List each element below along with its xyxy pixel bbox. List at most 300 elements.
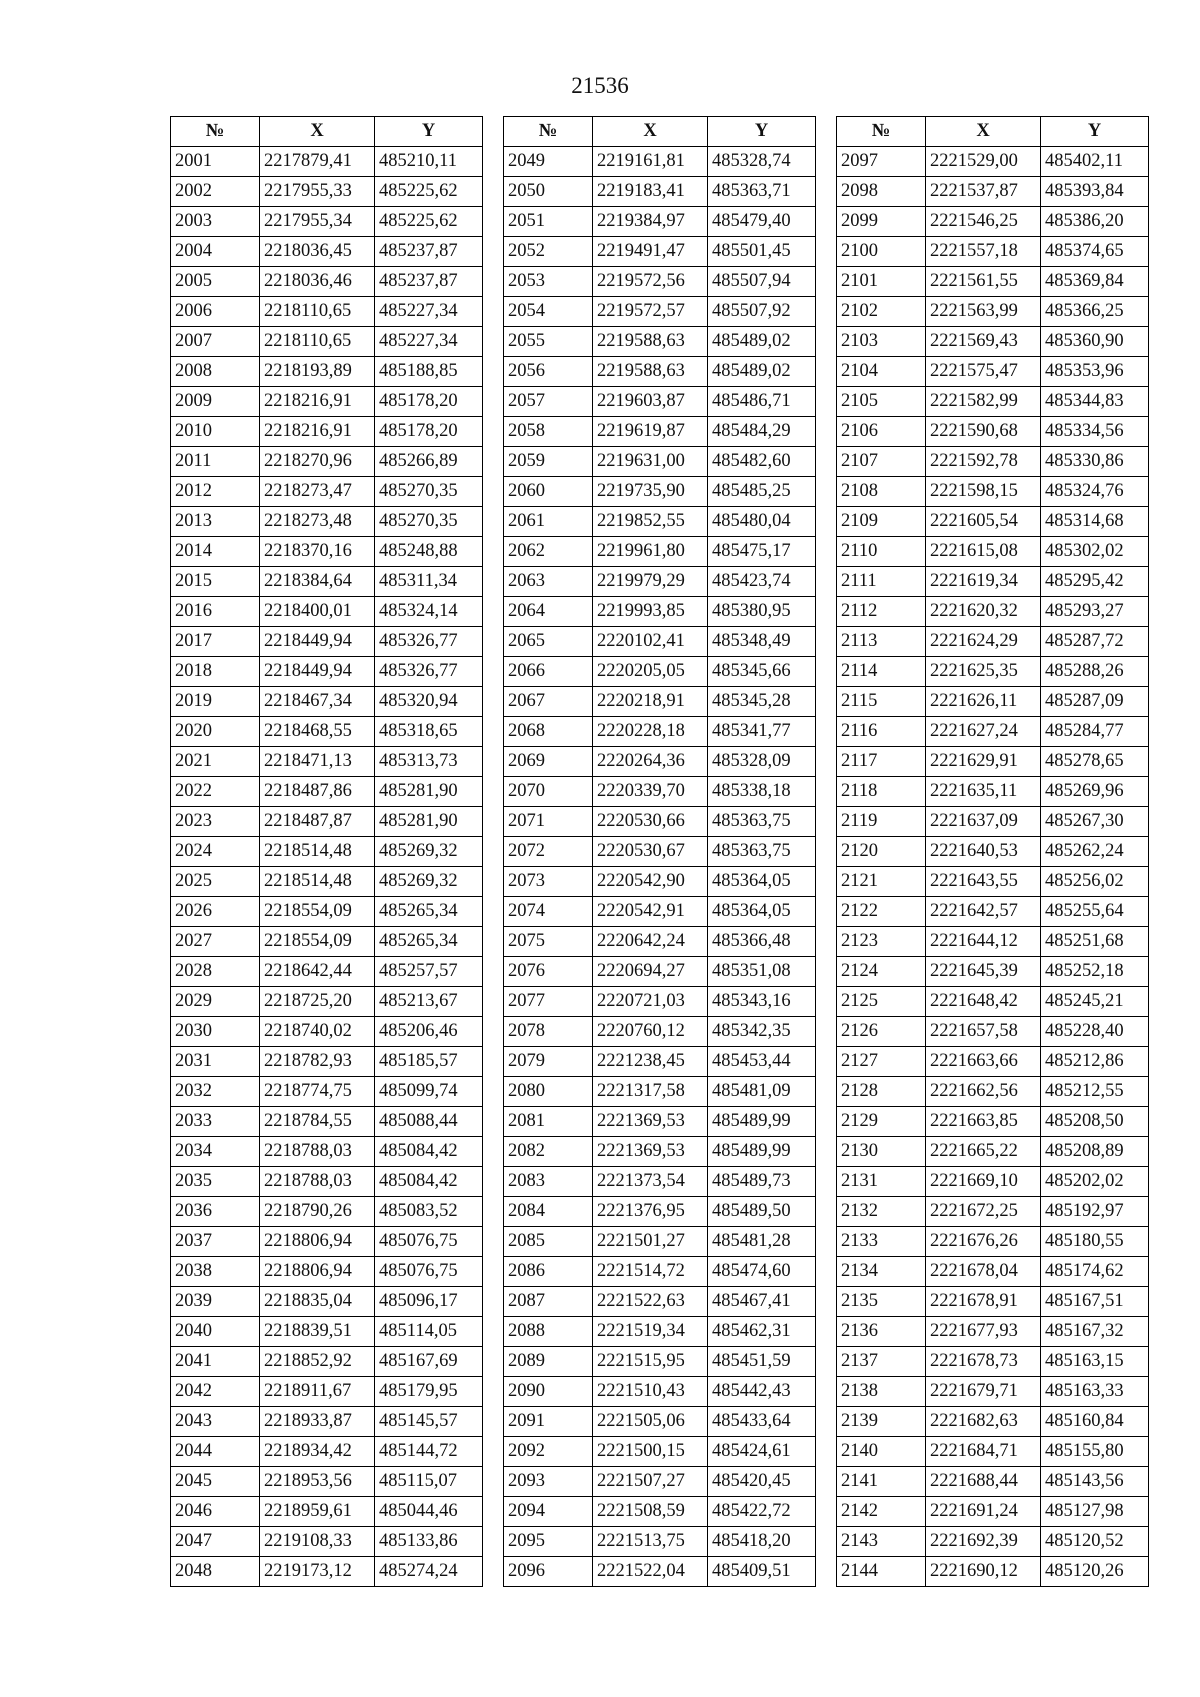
x-coordinate-cell: 2218911,67 <box>260 1377 375 1407</box>
point-number-cell: 2081 <box>504 1107 593 1137</box>
table-row <box>837 1347 1149 1377</box>
table-row <box>171 1017 483 1047</box>
table-row <box>171 1197 483 1227</box>
point-number-cell: 2056 <box>504 357 593 387</box>
x-coordinate-cell: 2221672,25 <box>926 1197 1041 1227</box>
y-coordinate-cell: 485270,35 <box>375 477 483 507</box>
x-coordinate-cell: 2221501,27 <box>593 1227 708 1257</box>
y-coordinate-cell: 485314,68 <box>1041 507 1149 537</box>
point-number-cell: 2129 <box>837 1107 926 1137</box>
y-coordinate-cell: 485344,83 <box>1041 387 1149 417</box>
x-coordinate-cell: 2218806,94 <box>260 1257 375 1287</box>
x-coordinate-cell: 2221575,47 <box>926 357 1041 387</box>
point-number-cell: 2061 <box>504 507 593 537</box>
y-coordinate-cell: 485474,60 <box>708 1257 816 1287</box>
y-coordinate-cell: 485163,15 <box>1041 1347 1149 1377</box>
table-row <box>504 1167 816 1197</box>
point-number-cell: 2103 <box>837 327 926 357</box>
table-row <box>837 477 1149 507</box>
y-coordinate-cell: 485324,14 <box>375 597 483 627</box>
table-row <box>504 1317 816 1347</box>
y-coordinate-cell: 485489,73 <box>708 1167 816 1197</box>
table-row <box>504 1257 816 1287</box>
table-row <box>504 1407 816 1437</box>
point-number-cell: 2020 <box>171 717 260 747</box>
table-row <box>171 1467 483 1497</box>
point-number-cell: 2105 <box>837 387 926 417</box>
table-row <box>171 927 483 957</box>
x-coordinate-cell: 2219572,56 <box>593 267 708 297</box>
point-number-cell: 2076 <box>504 957 593 987</box>
point-number-cell: 2137 <box>837 1347 926 1377</box>
y-coordinate-cell: 485179,95 <box>375 1377 483 1407</box>
table-row <box>504 1557 816 1587</box>
x-coordinate-cell: 2218471,13 <box>260 747 375 777</box>
header-number: № <box>171 117 260 147</box>
x-coordinate-cell: 2218959,61 <box>260 1497 375 1527</box>
x-coordinate-cell: 2218784,55 <box>260 1107 375 1137</box>
table-row <box>171 747 483 777</box>
x-coordinate-cell: 2219993,85 <box>593 597 708 627</box>
point-number-cell: 2046 <box>171 1497 260 1527</box>
point-number-cell: 2006 <box>171 297 260 327</box>
x-coordinate-cell: 2220530,67 <box>593 837 708 867</box>
x-coordinate-cell: 2218514,48 <box>260 867 375 897</box>
y-coordinate-cell: 485206,46 <box>375 1017 483 1047</box>
point-number-cell: 2059 <box>504 447 593 477</box>
table-row <box>837 657 1149 687</box>
table-row <box>504 657 816 687</box>
y-coordinate-cell: 485188,85 <box>375 357 483 387</box>
x-coordinate-cell: 2219491,47 <box>593 237 708 267</box>
point-number-cell: 2124 <box>837 957 926 987</box>
coordinate-tables <box>170 116 1140 1580</box>
point-number-cell: 2055 <box>504 327 593 357</box>
x-coordinate-cell: 2221629,91 <box>926 747 1041 777</box>
table-row <box>504 237 816 267</box>
y-coordinate-cell: 485484,29 <box>708 417 816 447</box>
table-row <box>171 1527 483 1557</box>
y-coordinate-cell: 485167,32 <box>1041 1317 1149 1347</box>
x-coordinate-cell: 2221510,43 <box>593 1377 708 1407</box>
x-coordinate-cell: 2221317,58 <box>593 1077 708 1107</box>
y-coordinate-cell: 485270,35 <box>375 507 483 537</box>
table-row <box>837 1167 1149 1197</box>
y-coordinate-cell: 485288,26 <box>1041 657 1149 687</box>
x-coordinate-cell: 2221637,09 <box>926 807 1041 837</box>
point-number-cell: 2096 <box>504 1557 593 1587</box>
point-number-cell: 2012 <box>171 477 260 507</box>
table-row <box>504 1107 816 1137</box>
point-number-cell: 2014 <box>171 537 260 567</box>
y-coordinate-cell: 485324,76 <box>1041 477 1149 507</box>
point-number-cell: 2133 <box>837 1227 926 1257</box>
x-coordinate-cell: 2218790,26 <box>260 1197 375 1227</box>
table-row <box>171 987 483 1017</box>
y-coordinate-cell: 485393,84 <box>1041 177 1149 207</box>
x-coordinate-cell: 2219183,41 <box>593 177 708 207</box>
y-coordinate-cell: 485501,45 <box>708 237 816 267</box>
point-number-cell: 2025 <box>171 867 260 897</box>
x-coordinate-cell: 2218216,91 <box>260 417 375 447</box>
x-coordinate-cell: 2221642,57 <box>926 897 1041 927</box>
y-coordinate-cell: 485330,86 <box>1041 447 1149 477</box>
point-number-cell: 2099 <box>837 207 926 237</box>
header-y: Y <box>375 117 483 147</box>
y-coordinate-cell: 485155,80 <box>1041 1437 1149 1467</box>
y-coordinate-cell: 485409,51 <box>708 1557 816 1587</box>
x-coordinate-cell: 2218852,92 <box>260 1347 375 1377</box>
point-number-cell: 2114 <box>837 657 926 687</box>
x-coordinate-cell: 2218468,55 <box>260 717 375 747</box>
point-number-cell: 2135 <box>837 1287 926 1317</box>
point-number-cell: 2138 <box>837 1377 926 1407</box>
table-row <box>837 957 1149 987</box>
point-number-cell: 2104 <box>837 357 926 387</box>
point-number-cell: 2073 <box>504 867 593 897</box>
point-number-cell: 2028 <box>171 957 260 987</box>
x-coordinate-cell: 2221500,15 <box>593 1437 708 1467</box>
x-coordinate-cell: 2221619,34 <box>926 567 1041 597</box>
point-number-cell: 2007 <box>171 327 260 357</box>
x-coordinate-cell: 2221537,87 <box>926 177 1041 207</box>
table-row <box>171 777 483 807</box>
table-row <box>837 1077 1149 1107</box>
y-coordinate-cell: 485420,45 <box>708 1467 816 1497</box>
x-coordinate-cell: 2218467,34 <box>260 687 375 717</box>
x-coordinate-cell: 2218642,44 <box>260 957 375 987</box>
point-number-cell: 2115 <box>837 687 926 717</box>
x-coordinate-cell: 2218193,89 <box>260 357 375 387</box>
point-number-cell: 2126 <box>837 1017 926 1047</box>
table-row <box>171 1227 483 1257</box>
y-coordinate-cell: 485284,77 <box>1041 717 1149 747</box>
point-number-cell: 2082 <box>504 1137 593 1167</box>
table-row <box>837 747 1149 777</box>
table-row <box>171 537 483 567</box>
point-number-cell: 2048 <box>171 1557 260 1587</box>
point-number-cell: 2111 <box>837 567 926 597</box>
table-row <box>837 927 1149 957</box>
x-coordinate-cell: 2218725,20 <box>260 987 375 1017</box>
table-row <box>504 1077 816 1107</box>
y-coordinate-cell: 485255,64 <box>1041 897 1149 927</box>
x-coordinate-cell: 2218270,96 <box>260 447 375 477</box>
point-number-cell: 2112 <box>837 597 926 627</box>
table-row <box>504 507 816 537</box>
table-row <box>171 1407 483 1437</box>
point-number-cell: 2095 <box>504 1527 593 1557</box>
table-row <box>171 897 483 927</box>
header-y: Y <box>1041 117 1149 147</box>
point-number-cell: 2127 <box>837 1047 926 1077</box>
x-coordinate-cell: 2221678,73 <box>926 1347 1041 1377</box>
y-coordinate-cell: 485451,59 <box>708 1347 816 1377</box>
table-row <box>504 687 816 717</box>
y-coordinate-cell: 485252,18 <box>1041 957 1149 987</box>
table-row <box>504 717 816 747</box>
table-row <box>504 927 816 957</box>
point-number-cell: 2015 <box>171 567 260 597</box>
point-number-cell: 2019 <box>171 687 260 717</box>
table-row <box>504 627 816 657</box>
table-row <box>171 627 483 657</box>
y-coordinate-cell: 485363,75 <box>708 837 816 867</box>
table-row <box>171 837 483 867</box>
y-coordinate-cell: 485212,86 <box>1041 1047 1149 1077</box>
table-row <box>504 447 816 477</box>
x-coordinate-cell: 2221369,53 <box>593 1107 708 1137</box>
y-coordinate-cell: 485364,05 <box>708 867 816 897</box>
y-coordinate-cell: 485083,52 <box>375 1197 483 1227</box>
y-coordinate-cell: 485481,28 <box>708 1227 816 1257</box>
x-coordinate-cell: 2218782,93 <box>260 1047 375 1077</box>
table-row <box>504 1287 816 1317</box>
point-number-cell: 2142 <box>837 1497 926 1527</box>
table-row <box>504 477 816 507</box>
x-coordinate-cell: 2218110,65 <box>260 327 375 357</box>
table-row <box>171 1107 483 1137</box>
table-row <box>171 1377 483 1407</box>
x-coordinate-cell: 2220542,91 <box>593 897 708 927</box>
table-row <box>171 507 483 537</box>
x-coordinate-cell: 2219619,87 <box>593 417 708 447</box>
x-coordinate-cell: 2219735,90 <box>593 477 708 507</box>
table-row <box>837 1017 1149 1047</box>
y-coordinate-cell: 485178,20 <box>375 417 483 447</box>
y-coordinate-cell: 485481,09 <box>708 1077 816 1107</box>
x-coordinate-cell: 2221635,11 <box>926 777 1041 807</box>
point-number-cell: 2074 <box>504 897 593 927</box>
table-row <box>171 687 483 717</box>
y-coordinate-cell: 485210,11 <box>375 147 483 177</box>
y-coordinate-cell: 485076,75 <box>375 1227 483 1257</box>
x-coordinate-cell: 2218110,65 <box>260 297 375 327</box>
y-coordinate-cell: 485248,88 <box>375 537 483 567</box>
table-row <box>837 1227 1149 1257</box>
table-header-row <box>837 117 1149 147</box>
x-coordinate-cell: 2217879,41 <box>260 147 375 177</box>
x-coordinate-cell: 2221688,44 <box>926 1467 1041 1497</box>
y-coordinate-cell: 485386,20 <box>1041 207 1149 237</box>
table-row <box>504 837 816 867</box>
x-coordinate-cell: 2221508,59 <box>593 1497 708 1527</box>
x-coordinate-cell: 2220760,12 <box>593 1017 708 1047</box>
y-coordinate-cell: 485084,42 <box>375 1167 483 1197</box>
y-coordinate-cell: 485099,74 <box>375 1077 483 1107</box>
point-number-cell: 2031 <box>171 1047 260 1077</box>
x-coordinate-cell: 2221679,71 <box>926 1377 1041 1407</box>
x-coordinate-cell: 2218273,47 <box>260 477 375 507</box>
y-coordinate-cell: 485088,44 <box>375 1107 483 1137</box>
table-row <box>837 597 1149 627</box>
table-row <box>837 1047 1149 1077</box>
table-row <box>171 267 483 297</box>
x-coordinate-cell: 2221563,99 <box>926 297 1041 327</box>
y-coordinate-cell: 485180,55 <box>1041 1227 1149 1257</box>
table-row <box>504 1377 816 1407</box>
point-number-cell: 2119 <box>837 807 926 837</box>
point-number-cell: 2039 <box>171 1287 260 1317</box>
point-number-cell: 2088 <box>504 1317 593 1347</box>
point-number-cell: 2134 <box>837 1257 926 1287</box>
point-number-cell: 2107 <box>837 447 926 477</box>
x-coordinate-cell: 2219588,63 <box>593 357 708 387</box>
y-coordinate-cell: 485163,33 <box>1041 1377 1149 1407</box>
point-number-cell: 2094 <box>504 1497 593 1527</box>
y-coordinate-cell: 485144,72 <box>375 1437 483 1467</box>
y-coordinate-cell: 485212,55 <box>1041 1077 1149 1107</box>
table-row <box>837 717 1149 747</box>
x-coordinate-cell: 2221238,45 <box>593 1047 708 1077</box>
point-number-cell: 2008 <box>171 357 260 387</box>
coordinate-table-2 <box>503 116 816 1587</box>
y-coordinate-cell: 485489,02 <box>708 357 816 387</box>
y-coordinate-cell: 485227,34 <box>375 327 483 357</box>
table-row <box>171 1287 483 1317</box>
table-row <box>837 417 1149 447</box>
point-number-cell: 2077 <box>504 987 593 1017</box>
y-coordinate-cell: 485178,20 <box>375 387 483 417</box>
y-coordinate-cell: 485265,34 <box>375 897 483 927</box>
table-row <box>171 807 483 837</box>
y-coordinate-cell: 485115,07 <box>375 1467 483 1497</box>
point-number-cell: 2036 <box>171 1197 260 1227</box>
table-row <box>837 1407 1149 1437</box>
y-coordinate-cell: 485423,74 <box>708 567 816 597</box>
y-coordinate-cell: 485274,24 <box>375 1557 483 1587</box>
header-x: X <box>593 117 708 147</box>
y-coordinate-cell: 485507,94 <box>708 267 816 297</box>
y-coordinate-cell: 485281,90 <box>375 777 483 807</box>
x-coordinate-cell: 2218384,64 <box>260 567 375 597</box>
point-number-cell: 2130 <box>837 1137 926 1167</box>
y-coordinate-cell: 485374,65 <box>1041 237 1149 267</box>
point-number-cell: 2098 <box>837 177 926 207</box>
point-number-cell: 2091 <box>504 1407 593 1437</box>
point-number-cell: 2034 <box>171 1137 260 1167</box>
x-coordinate-cell: 2219979,29 <box>593 567 708 597</box>
table-row <box>171 1167 483 1197</box>
x-coordinate-cell: 2221546,25 <box>926 207 1041 237</box>
x-coordinate-cell: 2221692,39 <box>926 1527 1041 1557</box>
point-number-cell: 2024 <box>171 837 260 867</box>
y-coordinate-cell: 485269,32 <box>375 837 483 867</box>
y-coordinate-cell: 485489,99 <box>708 1137 816 1167</box>
y-coordinate-cell: 485482,60 <box>708 447 816 477</box>
table-row <box>504 1047 816 1077</box>
y-coordinate-cell: 485424,61 <box>708 1437 816 1467</box>
x-coordinate-cell: 2221677,93 <box>926 1317 1041 1347</box>
point-number-cell: 2125 <box>837 987 926 1017</box>
y-coordinate-cell: 485143,56 <box>1041 1467 1149 1497</box>
point-number-cell: 2065 <box>504 627 593 657</box>
point-number-cell: 2011 <box>171 447 260 477</box>
x-coordinate-cell: 2221669,10 <box>926 1167 1041 1197</box>
x-coordinate-cell: 2220694,27 <box>593 957 708 987</box>
y-coordinate-cell: 485265,34 <box>375 927 483 957</box>
table-row <box>837 177 1149 207</box>
y-coordinate-cell: 485338,18 <box>708 777 816 807</box>
coordinate-table-3 <box>836 116 1149 1587</box>
table-row <box>837 207 1149 237</box>
point-number-cell: 2075 <box>504 927 593 957</box>
point-number-cell: 2041 <box>171 1347 260 1377</box>
x-coordinate-cell: 2221376,95 <box>593 1197 708 1227</box>
table-row <box>171 867 483 897</box>
table-row <box>837 627 1149 657</box>
point-number-cell: 2029 <box>171 987 260 1017</box>
table-row <box>504 207 816 237</box>
y-coordinate-cell: 485167,51 <box>1041 1287 1149 1317</box>
point-number-cell: 2136 <box>837 1317 926 1347</box>
point-number-cell: 2064 <box>504 597 593 627</box>
x-coordinate-cell: 2221505,06 <box>593 1407 708 1437</box>
coordinate-table-1 <box>170 116 483 1587</box>
point-number-cell: 2069 <box>504 747 593 777</box>
y-coordinate-cell: 485442,43 <box>708 1377 816 1407</box>
y-coordinate-cell: 485366,48 <box>708 927 816 957</box>
y-coordinate-cell: 485237,87 <box>375 267 483 297</box>
x-coordinate-cell: 2218554,09 <box>260 927 375 957</box>
point-number-cell: 2109 <box>837 507 926 537</box>
point-number-cell: 2079 <box>504 1047 593 1077</box>
point-number-cell: 2066 <box>504 657 593 687</box>
table-row <box>171 1347 483 1377</box>
point-number-cell: 2097 <box>837 147 926 177</box>
x-coordinate-cell: 2219384,97 <box>593 207 708 237</box>
point-number-cell: 2003 <box>171 207 260 237</box>
x-coordinate-cell: 2221624,29 <box>926 627 1041 657</box>
x-coordinate-cell: 2219572,57 <box>593 297 708 327</box>
table-row <box>504 267 816 297</box>
table-row <box>504 987 816 1017</box>
x-coordinate-cell: 2221657,58 <box>926 1017 1041 1047</box>
table-row <box>171 597 483 627</box>
table-row <box>171 1497 483 1527</box>
table-row <box>171 1437 483 1467</box>
y-coordinate-cell: 485475,17 <box>708 537 816 567</box>
y-coordinate-cell: 485133,86 <box>375 1527 483 1557</box>
table-row <box>171 717 483 747</box>
x-coordinate-cell: 2221682,63 <box>926 1407 1041 1437</box>
x-coordinate-cell: 2221625,35 <box>926 657 1041 687</box>
y-coordinate-cell: 485269,96 <box>1041 777 1149 807</box>
x-coordinate-cell: 2221690,12 <box>926 1557 1041 1587</box>
table-row <box>171 147 483 177</box>
table-row <box>504 147 816 177</box>
y-coordinate-cell: 485507,92 <box>708 297 816 327</box>
table-row <box>504 1197 816 1227</box>
x-coordinate-cell: 2221519,34 <box>593 1317 708 1347</box>
x-coordinate-cell: 2218806,94 <box>260 1227 375 1257</box>
header-y: Y <box>708 117 816 147</box>
header-number: № <box>504 117 593 147</box>
x-coordinate-cell: 2219161,81 <box>593 147 708 177</box>
x-coordinate-cell: 2221627,24 <box>926 717 1041 747</box>
table-row <box>837 687 1149 717</box>
x-coordinate-cell: 2221373,54 <box>593 1167 708 1197</box>
y-coordinate-cell: 485225,62 <box>375 177 483 207</box>
x-coordinate-cell: 2217955,34 <box>260 207 375 237</box>
point-number-cell: 2063 <box>504 567 593 597</box>
table-row <box>837 267 1149 297</box>
x-coordinate-cell: 2220642,24 <box>593 927 708 957</box>
point-number-cell: 2071 <box>504 807 593 837</box>
y-coordinate-cell: 485326,77 <box>375 657 483 687</box>
x-coordinate-cell: 2221561,55 <box>926 267 1041 297</box>
point-number-cell: 2113 <box>837 627 926 657</box>
